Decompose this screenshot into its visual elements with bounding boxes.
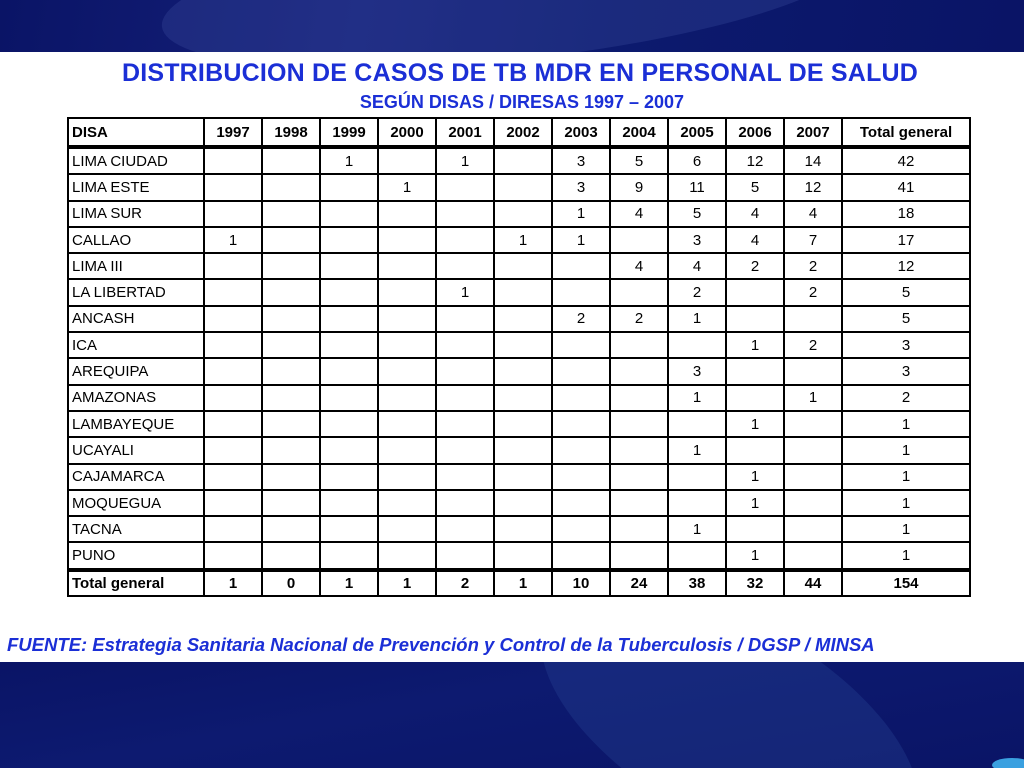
year-value-cell [320, 253, 378, 279]
year-value-cell: 6 [668, 147, 726, 174]
year-value-cell [552, 464, 610, 490]
year-value-cell: 1 [668, 385, 726, 411]
year-value-cell [320, 306, 378, 332]
year-value-cell: 24 [610, 570, 668, 596]
row-total-cell: 42 [842, 147, 970, 174]
year-value-cell: 12 [726, 147, 784, 174]
row-total-cell: 1 [842, 464, 970, 490]
year-value-cell [320, 385, 378, 411]
year-value-cell [204, 306, 262, 332]
year-value-cell [262, 201, 320, 227]
year-value-cell [320, 490, 378, 516]
row-total-cell: 154 [842, 570, 970, 596]
year-value-cell: 2 [552, 306, 610, 332]
table-row [68, 332, 970, 358]
year-value-cell [494, 174, 552, 200]
year-value-cell [262, 437, 320, 463]
year-value-cell [378, 411, 436, 437]
year-value-cell [784, 358, 842, 384]
year-value-cell: 11 [668, 174, 726, 200]
header-year: 2002 [494, 118, 552, 147]
header-total: Total general [842, 118, 970, 147]
year-value-cell [610, 437, 668, 463]
year-value-cell [436, 411, 494, 437]
header-year: 1997 [204, 118, 262, 147]
year-value-cell: 5 [726, 174, 784, 200]
row-total-cell: 3 [842, 332, 970, 358]
year-value-cell [552, 358, 610, 384]
disa-name-cell: CAJAMARCA [68, 464, 204, 490]
year-value-cell: 4 [610, 201, 668, 227]
disa-name-cell: PUNO [68, 542, 204, 569]
row-total-cell: 5 [842, 279, 970, 305]
year-value-cell: 1 [204, 570, 262, 596]
year-value-cell: 1 [494, 227, 552, 253]
bottom-banner [0, 662, 1024, 768]
year-value-cell [726, 358, 784, 384]
year-value-cell [784, 516, 842, 542]
year-value-cell [262, 279, 320, 305]
year-value-cell [204, 542, 262, 569]
header-year: 2006 [726, 118, 784, 147]
disa-name-cell: LIMA ESTE [68, 174, 204, 200]
year-value-cell [436, 358, 494, 384]
year-value-cell [378, 516, 436, 542]
year-value-cell: 2 [726, 253, 784, 279]
header-year: 2004 [610, 118, 668, 147]
year-value-cell [378, 464, 436, 490]
year-value-cell [204, 464, 262, 490]
year-value-cell [204, 174, 262, 200]
year-value-cell [784, 542, 842, 569]
year-value-cell [320, 201, 378, 227]
year-value-cell: 2 [436, 570, 494, 596]
year-value-cell [610, 227, 668, 253]
year-value-cell [320, 227, 378, 253]
year-value-cell [262, 358, 320, 384]
year-value-cell [262, 147, 320, 174]
year-value-cell [436, 542, 494, 569]
year-value-cell [436, 253, 494, 279]
year-value-cell: 2 [784, 253, 842, 279]
year-value-cell [494, 253, 552, 279]
year-value-cell: 12 [784, 174, 842, 200]
disa-name-cell: ANCASH [68, 306, 204, 332]
year-value-cell [378, 201, 436, 227]
year-value-cell [494, 332, 552, 358]
year-value-cell: 0 [262, 570, 320, 596]
table-row [68, 437, 970, 463]
row-total-cell: 1 [842, 542, 970, 569]
year-value-cell [494, 279, 552, 305]
year-value-cell [494, 385, 552, 411]
year-value-cell [494, 411, 552, 437]
year-value-cell: 1 [494, 570, 552, 596]
year-value-cell [726, 306, 784, 332]
table-row [68, 490, 970, 516]
row-total-cell: 18 [842, 201, 970, 227]
year-value-cell [726, 279, 784, 305]
year-value-cell [494, 147, 552, 174]
year-value-cell [320, 542, 378, 569]
year-value-cell [494, 464, 552, 490]
disa-name-cell: LIMA III [68, 253, 204, 279]
row-total-cell: 41 [842, 174, 970, 200]
year-value-cell [320, 464, 378, 490]
header-year: 2005 [668, 118, 726, 147]
slide-title: DISTRIBUCION DE CASOS DE TB MDR EN PERSONAL DE SALUD [121, 59, 919, 87]
header-year: 1998 [262, 118, 320, 147]
year-value-cell: 4 [784, 201, 842, 227]
cases-table [67, 117, 971, 597]
year-value-cell: 1 [668, 516, 726, 542]
year-value-cell: 2 [610, 306, 668, 332]
year-value-cell [436, 516, 494, 542]
year-value-cell [552, 542, 610, 569]
disa-name-cell: ICA [68, 332, 204, 358]
table-row [68, 253, 970, 279]
year-value-cell: 7 [784, 227, 842, 253]
year-value-cell [262, 516, 320, 542]
year-value-cell [320, 174, 378, 200]
disa-name-cell: TACNA [68, 516, 204, 542]
year-value-cell [552, 279, 610, 305]
year-value-cell: 1 [378, 570, 436, 596]
year-value-cell: 5 [668, 201, 726, 227]
table-body [68, 147, 970, 596]
year-value-cell: 1 [320, 147, 378, 174]
table-row [68, 385, 970, 411]
year-value-cell [610, 490, 668, 516]
table-row [68, 147, 970, 174]
table-row [68, 227, 970, 253]
table-row [68, 411, 970, 437]
year-value-cell: 38 [668, 570, 726, 596]
year-value-cell [262, 174, 320, 200]
year-value-cell [378, 147, 436, 174]
table-total-row [68, 570, 970, 596]
year-value-cell [668, 464, 726, 490]
year-value-cell [436, 201, 494, 227]
year-value-cell: 5 [610, 147, 668, 174]
year-value-cell [378, 227, 436, 253]
year-value-cell [436, 490, 494, 516]
year-value-cell [204, 358, 262, 384]
corner-dot-icon [992, 758, 1024, 768]
year-value-cell [494, 437, 552, 463]
year-value-cell [320, 516, 378, 542]
year-value-cell [204, 147, 262, 174]
year-value-cell: 4 [668, 253, 726, 279]
banner-swoosh [155, 0, 866, 52]
year-value-cell [610, 464, 668, 490]
year-value-cell: 3 [668, 227, 726, 253]
year-value-cell: 1 [784, 385, 842, 411]
header-year: 2001 [436, 118, 494, 147]
table-row [68, 516, 970, 542]
year-value-cell [320, 437, 378, 463]
year-value-cell [436, 174, 494, 200]
year-value-cell [204, 516, 262, 542]
header-year: 2003 [552, 118, 610, 147]
year-value-cell [262, 306, 320, 332]
year-value-cell: 3 [668, 358, 726, 384]
year-value-cell [726, 385, 784, 411]
year-value-cell [262, 542, 320, 569]
year-value-cell [784, 306, 842, 332]
year-value-cell [262, 411, 320, 437]
year-value-cell [262, 253, 320, 279]
year-value-cell [436, 464, 494, 490]
year-value-cell [320, 358, 378, 384]
year-value-cell [262, 490, 320, 516]
year-value-cell: 1 [204, 227, 262, 253]
year-value-cell [378, 306, 436, 332]
table-row [68, 174, 970, 200]
year-value-cell [494, 542, 552, 569]
year-value-cell [610, 411, 668, 437]
year-value-cell [610, 279, 668, 305]
table-row [68, 542, 970, 569]
year-value-cell: 3 [552, 147, 610, 174]
year-value-cell: 1 [320, 570, 378, 596]
banner-swoosh-bottom [498, 662, 962, 768]
row-total-cell: 1 [842, 490, 970, 516]
disa-name-cell: MOQUEGUA [68, 490, 204, 516]
slide-content [0, 52, 1024, 662]
disa-name-cell: UCAYALI [68, 437, 204, 463]
year-value-cell [494, 490, 552, 516]
year-value-cell [552, 411, 610, 437]
table-row [68, 201, 970, 227]
row-total-cell: 5 [842, 306, 970, 332]
year-value-cell [436, 306, 494, 332]
year-value-cell [784, 411, 842, 437]
year-value-cell: 4 [610, 253, 668, 279]
year-value-cell [552, 490, 610, 516]
year-value-cell [784, 437, 842, 463]
year-value-cell [494, 358, 552, 384]
year-value-cell [668, 490, 726, 516]
header-disa: DISA [68, 118, 204, 147]
row-total-cell: 2 [842, 385, 970, 411]
year-value-cell: 1 [726, 332, 784, 358]
top-banner [0, 0, 1024, 52]
year-value-cell: 1 [726, 542, 784, 569]
year-value-cell [610, 385, 668, 411]
year-value-cell [378, 490, 436, 516]
source-note: FUENTE: Estrategia Sanitaria Nacional de Prevención y Control de la Tuberculosis / DGSP / MINSA [7, 634, 875, 655]
year-value-cell [204, 437, 262, 463]
year-value-cell [436, 332, 494, 358]
disa-name-cell: AREQUIPA [68, 358, 204, 384]
row-total-cell: 17 [842, 227, 970, 253]
year-value-cell [262, 385, 320, 411]
year-value-cell [320, 411, 378, 437]
row-total-cell: 1 [842, 411, 970, 437]
year-value-cell: 1 [726, 464, 784, 490]
row-total-cell: 1 [842, 437, 970, 463]
year-value-cell [204, 253, 262, 279]
header-year: 2007 [784, 118, 842, 147]
year-value-cell: 1 [726, 411, 784, 437]
year-value-cell [204, 490, 262, 516]
year-value-cell [494, 201, 552, 227]
disa-name-cell: LIMA SUR [68, 201, 204, 227]
year-value-cell: 1 [552, 227, 610, 253]
year-value-cell: 1 [668, 437, 726, 463]
year-value-cell [204, 411, 262, 437]
table-row [68, 358, 970, 384]
year-value-cell [204, 332, 262, 358]
year-value-cell: 44 [784, 570, 842, 596]
disa-name-cell: CALLAO [68, 227, 204, 253]
year-value-cell: 1 [378, 174, 436, 200]
year-value-cell: 4 [726, 227, 784, 253]
table-row [68, 306, 970, 332]
year-value-cell [494, 516, 552, 542]
total-label-cell: Total general [68, 570, 204, 596]
year-value-cell: 14 [784, 147, 842, 174]
year-value-cell [668, 332, 726, 358]
year-value-cell [378, 358, 436, 384]
year-value-cell [668, 411, 726, 437]
year-value-cell [436, 437, 494, 463]
year-value-cell [610, 542, 668, 569]
slide-subtitle: SEGÚN DISAS / DIRESAS 1997 – 2007 [359, 92, 685, 112]
year-value-cell: 1 [668, 306, 726, 332]
year-value-cell: 1 [726, 490, 784, 516]
table-row [68, 464, 970, 490]
year-value-cell [610, 516, 668, 542]
year-value-cell: 1 [552, 201, 610, 227]
year-value-cell [552, 437, 610, 463]
disa-name-cell: LAMBAYEQUE [68, 411, 204, 437]
row-total-cell: 3 [842, 358, 970, 384]
year-value-cell [320, 332, 378, 358]
year-value-cell: 2 [784, 279, 842, 305]
year-value-cell: 9 [610, 174, 668, 200]
year-value-cell: 2 [784, 332, 842, 358]
year-value-cell: 1 [436, 279, 494, 305]
year-value-cell [552, 332, 610, 358]
year-value-cell [726, 437, 784, 463]
year-value-cell [262, 227, 320, 253]
year-value-cell: 10 [552, 570, 610, 596]
year-value-cell [552, 253, 610, 279]
year-value-cell: 2 [668, 279, 726, 305]
year-value-cell [378, 332, 436, 358]
year-value-cell: 4 [726, 201, 784, 227]
year-value-cell [204, 385, 262, 411]
year-value-cell [668, 542, 726, 569]
header-year: 1999 [320, 118, 378, 147]
table-header-row [68, 118, 970, 147]
disa-name-cell: LA LIBERTAD [68, 279, 204, 305]
year-value-cell: 1 [436, 147, 494, 174]
disa-name-cell: LIMA CIUDAD [68, 147, 204, 174]
year-value-cell [610, 332, 668, 358]
year-value-cell [320, 279, 378, 305]
year-value-cell: 32 [726, 570, 784, 596]
row-total-cell: 1 [842, 516, 970, 542]
table-row [68, 279, 970, 305]
year-value-cell: 3 [552, 174, 610, 200]
row-total-cell: 12 [842, 253, 970, 279]
year-value-cell [784, 464, 842, 490]
year-value-cell [378, 437, 436, 463]
year-value-cell [436, 227, 494, 253]
year-value-cell [262, 464, 320, 490]
year-value-cell [784, 490, 842, 516]
year-value-cell [436, 385, 494, 411]
year-value-cell [552, 516, 610, 542]
year-value-cell [378, 542, 436, 569]
year-value-cell [494, 306, 552, 332]
year-value-cell [378, 385, 436, 411]
year-value-cell [552, 385, 610, 411]
disa-name-cell: AMAZONAS [68, 385, 204, 411]
header-year: 2000 [378, 118, 436, 147]
year-value-cell [378, 253, 436, 279]
year-value-cell [204, 201, 262, 227]
year-value-cell [378, 279, 436, 305]
year-value-cell [204, 279, 262, 305]
year-value-cell [610, 358, 668, 384]
year-value-cell [726, 516, 784, 542]
year-value-cell [262, 332, 320, 358]
